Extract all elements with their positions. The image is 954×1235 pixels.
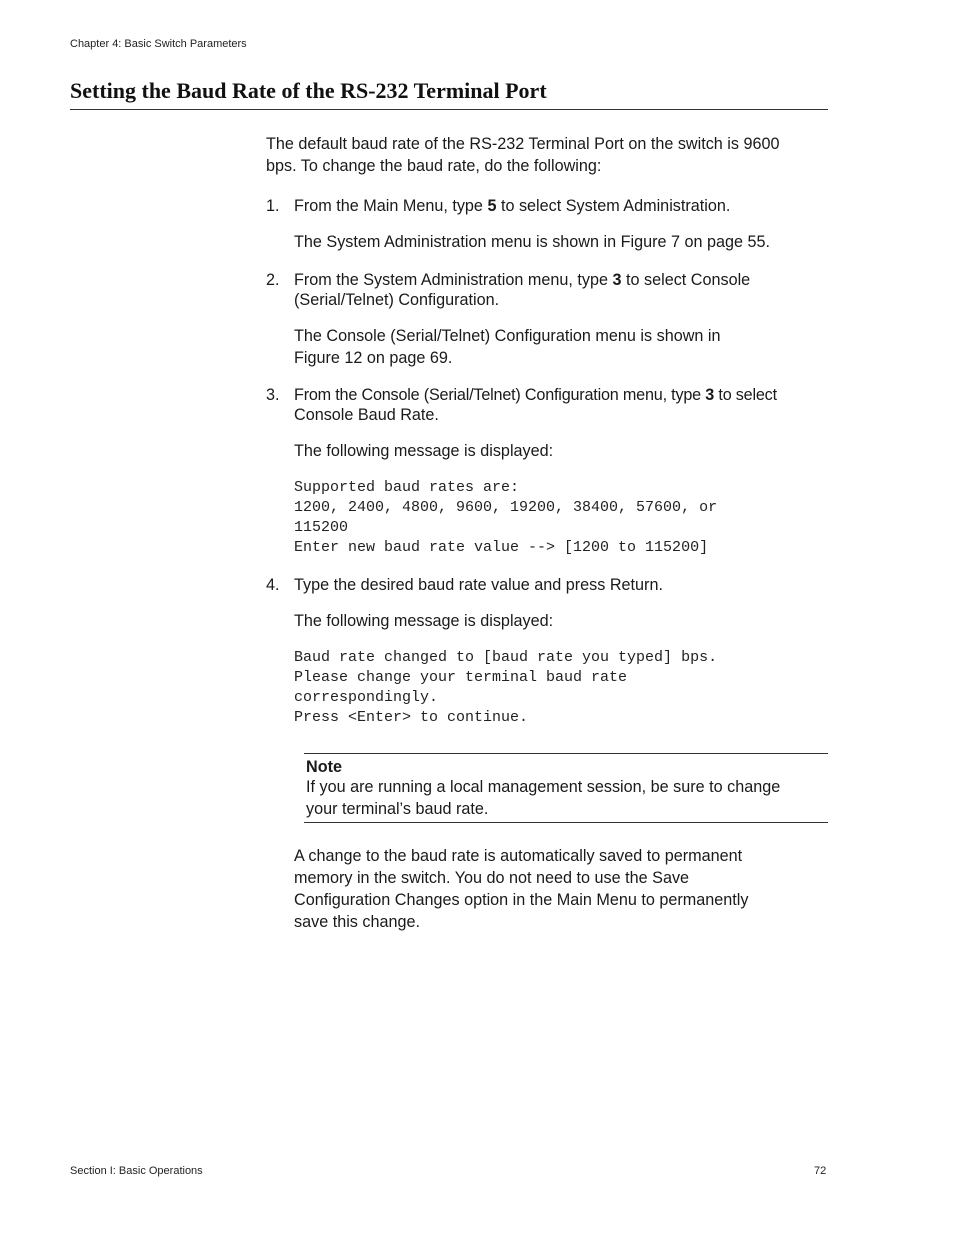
code-line: Press <Enter> to continue.	[294, 709, 529, 726]
step-1-text: From the Main Menu, type 5 to select System Administration.	[294, 197, 731, 215]
section-title: Setting the Baud Rate of the RS-232 Terminal Port	[70, 78, 547, 103]
step-2-text-line-2: (Serial/Telnet) Configuration.	[294, 291, 500, 309]
step-3-text-line-2: Console Baud Rate.	[294, 406, 439, 424]
page-number: 72	[814, 1165, 827, 1177]
code-line: 1200, 2400, 4800, 9600, 19200, 38400, 57600, or	[294, 499, 718, 516]
running-footer: Section I: Basic Operations	[70, 1165, 203, 1177]
step-1-result: The System Administration menu is shown in Figure 7 on page 55.	[294, 233, 770, 251]
step-4-text: Type the desired baud rate value and press Return.	[294, 576, 663, 594]
step-2-text: From the System Administration menu, type 3 to select Console	[294, 271, 751, 289]
step-2-result-line-2: Figure 12 on page 69.	[294, 349, 453, 367]
title-rule	[70, 109, 828, 110]
code-line: Baud rate changed to [baud rate you typed] bps.	[294, 649, 718, 666]
closing-line-3: Configuration Changes option in the Main Menu to permanently	[294, 891, 749, 909]
code-line: Enter new baud rate value --> [1200 to 115200]	[294, 539, 709, 556]
note-top-rule	[304, 753, 828, 754]
step-3-text: From the Console (Serial/Telnet) Configuration menu, type 3 to select	[294, 386, 777, 404]
code-line: 115200	[294, 519, 349, 536]
note-heading: Note	[306, 758, 342, 776]
running-header: Chapter 4: Basic Switch Parameters	[70, 38, 247, 50]
step-3-result: The following message is displayed:	[294, 442, 554, 460]
step-1-key: 5	[487, 197, 497, 215]
intro-line-2: bps. To change the baud rate, do the following:	[266, 157, 602, 175]
note-bottom-rule	[304, 822, 828, 823]
closing-line-4: save this change.	[294, 913, 420, 931]
step-3-key: 3	[705, 386, 715, 404]
note-line-2: your terminal’s baud rate.	[306, 800, 489, 818]
note-line-1: If you are running a local management session, be sure to change	[306, 778, 781, 796]
step-number: 4.	[266, 576, 280, 594]
code-line: correspondingly.	[294, 689, 439, 706]
step-number: 3.	[266, 386, 280, 404]
step-number: 1.	[266, 197, 280, 215]
code-line: Supported baud rates are:	[294, 479, 520, 496]
closing-line-2: memory in the switch. You do not need to use the Save	[294, 869, 690, 887]
closing-line-1: A change to the baud rate is automatically saved to permanent	[294, 847, 743, 865]
code-line: Please change your terminal baud rate	[294, 669, 628, 686]
intro-line-1: The default baud rate of the RS-232 Terminal Port on the switch is 9600	[266, 135, 780, 153]
step-number: 2.	[266, 271, 280, 289]
step-2-result-line-1: The Console (Serial/Telnet) Configuration menu is shown in	[294, 327, 721, 345]
step-2-key: 3	[612, 271, 622, 289]
step-4-result: The following message is displayed:	[294, 612, 554, 630]
